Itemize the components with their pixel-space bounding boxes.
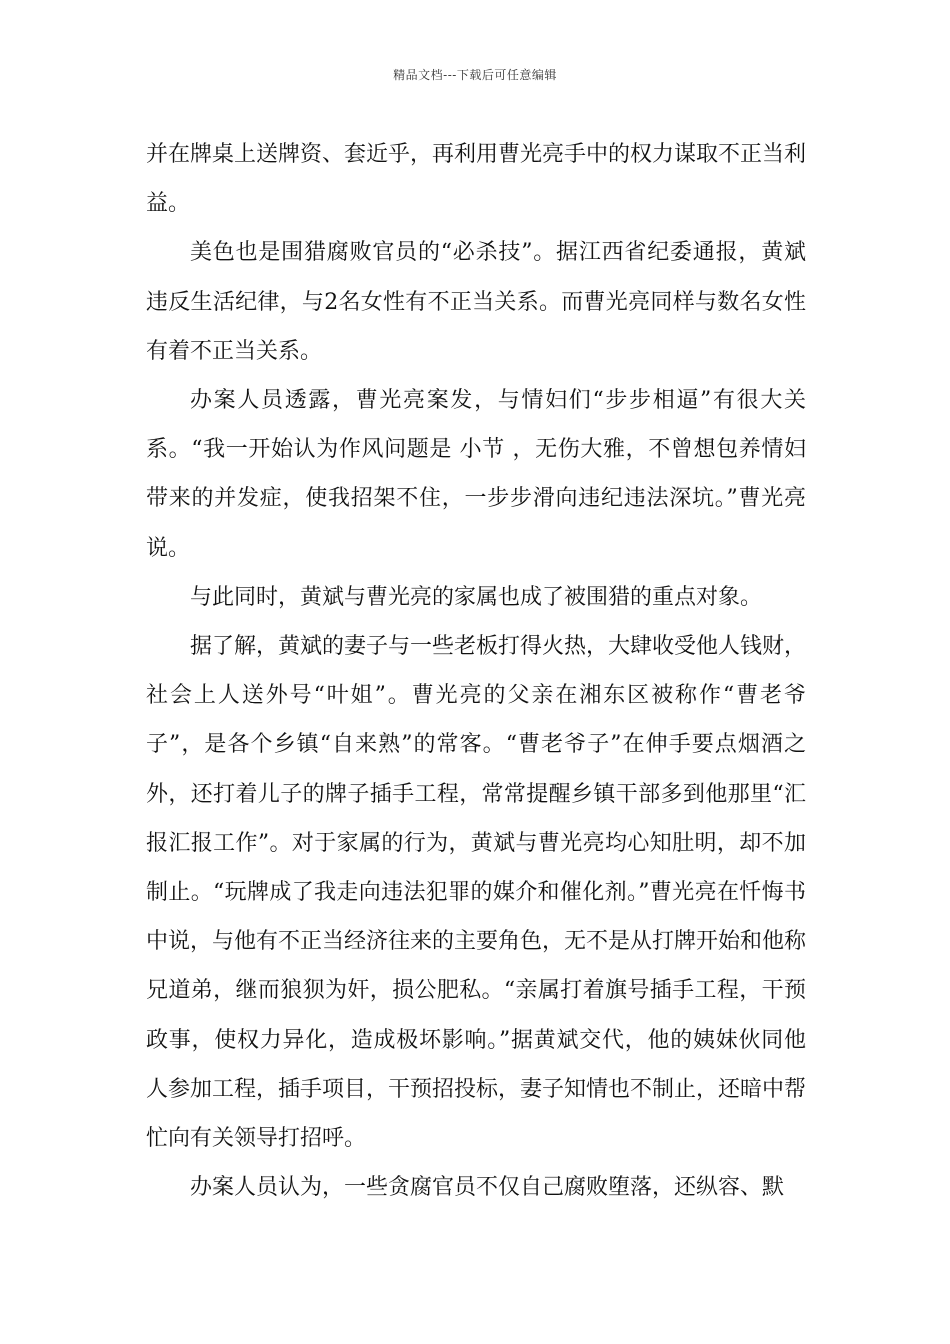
paragraph-4: 与此同时，黄斌与曹光亮的家属也成了被围猎的重点对象。	[190, 584, 763, 610]
paragraph-6: 办案人员认为，一些贪腐官员不仅自己腐败堕落，还纵容、默	[190, 1175, 785, 1201]
paragraph-1: 并在牌桌上送牌资、套近乎，再利用曹光亮手中的权力谋取不正当利益。	[146, 142, 807, 217]
paragraph-2: 美色也是围猎腐败官员的“必杀技”。据江西省纪委通报，黄斌违反生活纪律，与2名女性有不正当关系。而曹光亮同样与数名女性有着不正当关系。	[146, 240, 806, 364]
paragraph-3: 办案人员透露，曹光亮案发，与情妇们“步步相逼”有很大关系。“我一开始认为作风问题是 小节 ，无伤大雅，不曾想包养情妇带来的并发症，使我招架不住，一步步滑向违纪违法深坑。”曹光亮说。	[146, 388, 806, 561]
page-header: 精品文档---下载后可任意编辑	[393, 68, 557, 82]
document-body	[146, 130, 806, 1212]
paragraph-5: 据了解，黄斌的妻子与一些老板打得火热，大肆收受他人钱财，社会上人送外号“叶姐”。曹光亮的父亲在湘东区被称作“曹老爷子”，是各个乡镇“自来熟”的常客。“曹老爷子”在伸手要点烟酒之外，还打着儿子的牌子插手工程，常常提醒乡镇干部多到他那里“汇报汇报工作”。对于家属的行为，黄斌与曹光亮均心知肚明，却不加制止。“玩牌成了我走向违法犯罪的媒介和催化剂。”曹光亮在忏悔书中说，与他有不正当经济往来的主要角色，无不是从打牌开始和他称兄道弟，继而狼狈为奸，损公肥私。“亲属打着旗号插手工程，干预政事，使权力异化，造成极坏影响。”据黄斌交代，他的姨妹伙同他人参加工程，插手项目，干预招投标，妻子知情也不制止，还暗中帮忙向有关领导打招呼。	[146, 634, 807, 1152]
